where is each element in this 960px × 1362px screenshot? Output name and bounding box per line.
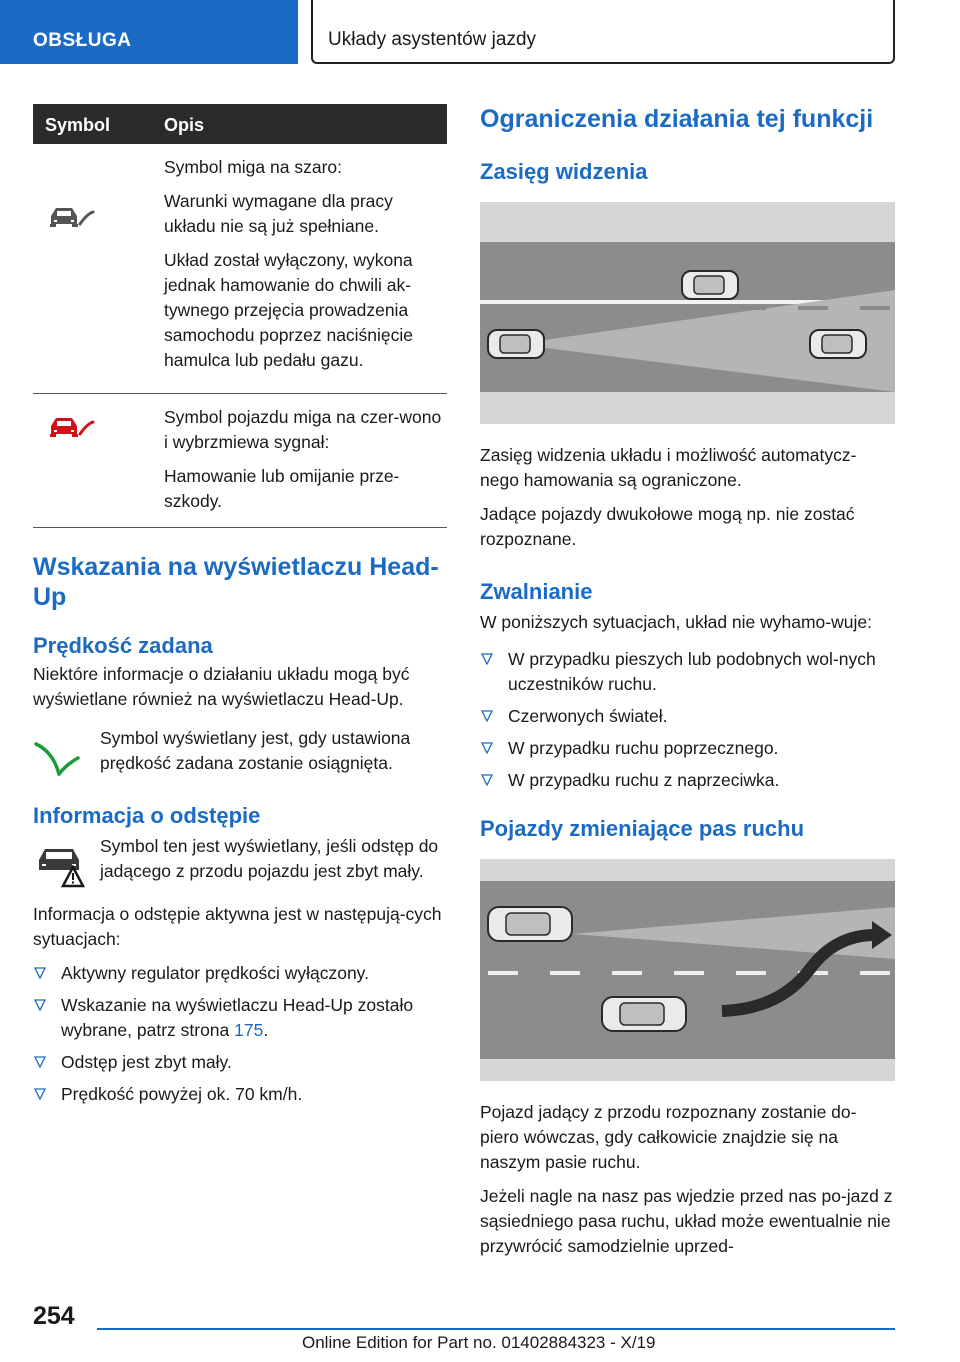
distance-warning-icon xyxy=(33,840,89,888)
distance-title: Informacja o odstępie xyxy=(33,803,261,828)
hud-section-title: Wskazania na wyświetlaczu Head-Up xyxy=(33,553,439,611)
table-row xyxy=(33,394,447,528)
list-item: W przypadku ruchu z naprzeciwka. xyxy=(480,768,895,793)
list-item: Odstęp jest zbyt mały. xyxy=(33,1050,447,1075)
right-column xyxy=(480,104,895,1268)
car-icon xyxy=(488,330,544,358)
speed-icon-text: Symbol wyświetlany jest, gdy ustawiona prędkość zadana zostanie osiągnięta. xyxy=(100,728,411,773)
row-text: Układ został wyłączony, wykona jednak hamowanie do chwili ak-tywnego przejęcia prowadzenia samochodu poprzez naciśnięcie hamulca lub pedału gazu. xyxy=(164,250,414,370)
lane-p2: Jeżeli nagle na nasz pas wjedzie przed nas po-jazd z sąsiedniego pasa ruchu, układ może ewentualnie nie przywrócić samodzielnie uprzed- xyxy=(480,1186,893,1256)
car-icon xyxy=(602,997,686,1031)
left-column xyxy=(33,104,447,1114)
speed-title: Prędkość zadana xyxy=(33,633,213,658)
chapter-title: Układy asystentów jazdy xyxy=(328,29,537,50)
triangle-bullet-icon xyxy=(481,742,493,754)
col-desc-header: Opis xyxy=(164,115,205,135)
list-item: Aktywny regulator prędkości wyłączony. xyxy=(33,961,447,986)
braking-list xyxy=(480,647,895,793)
car-warning-grey-icon xyxy=(47,202,95,230)
page-number: 254 xyxy=(33,1302,75,1330)
footer-edition: Online Edition for Part no. 01402884323 - X/19 xyxy=(302,1333,656,1352)
list-item: Wskazanie na wyświetlaczu Head-Up zostało wybrane, patrz strona 175. xyxy=(33,993,447,1043)
list-item: W przypadku ruchu poprzecznego. xyxy=(480,736,895,761)
section-title: OBSŁUGA xyxy=(33,30,132,51)
car-icon xyxy=(682,271,738,299)
lane-p1: Pojazd jadący z przodu rozpoznany zostanie do-piero wówczas, gdy całkowicie znajdzie się na naszym pasie ruchu. xyxy=(480,1102,857,1172)
page-link[interactable]: 175 xyxy=(234,1020,264,1040)
footer-divider xyxy=(97,1328,895,1330)
row-text: Warunki wymagane dla pracy układu nie są już spełniane. xyxy=(164,191,393,236)
braking-title: Zwalnianie xyxy=(480,579,593,604)
range-p1: Zasięg widzenia układu i możliwość automatycz-nego hamowania są ograniczone. xyxy=(480,445,857,490)
triangle-bullet-icon xyxy=(34,1056,46,1068)
range-title: Zasięg widzenia xyxy=(480,159,648,184)
triangle-bullet-icon xyxy=(34,967,46,979)
triangle-bullet-icon xyxy=(481,710,493,722)
triangle-bullet-icon xyxy=(481,774,493,786)
range-p2: Jadące pojazdy dwukołowe mogą np. nie zostać rozpoznane. xyxy=(480,504,855,549)
chapter-tab xyxy=(311,0,895,64)
speed-intro: Niektóre informacje o działaniu układu mogą być wyświetlane również na wyświetlaczu Head-Up. xyxy=(33,664,410,709)
triangle-bullet-icon xyxy=(481,653,493,665)
set-speed-icon xyxy=(33,730,81,778)
car-warning-red-icon xyxy=(47,412,95,440)
braking-intro: W poniższych sytuacjach, układ nie wyhamo-wuje: xyxy=(480,612,872,632)
list-item: Prędkość powyżej ok. 70 km/h. xyxy=(33,1082,447,1107)
table-header xyxy=(33,104,447,144)
col-symbol-header: Symbol xyxy=(45,115,111,135)
row-text: Symbol miga na szaro: xyxy=(164,157,342,177)
list-item: Czerwonych świateł. xyxy=(480,704,895,729)
distance-icon-text: Symbol ten jest wyświetlany, jeśli odstęp do jadącego z przodu pojazdu jest zbyt mały. xyxy=(100,836,439,881)
speed-icon-item xyxy=(33,726,447,776)
distance-icon-item xyxy=(33,834,447,884)
car-icon xyxy=(488,907,572,941)
lane-change-illustration xyxy=(480,859,895,1081)
table-row xyxy=(33,144,447,394)
row-text: Symbol pojazdu miga na czer-wono i wybrzmiewa sygnał: xyxy=(164,407,442,452)
row-text: Hamowanie lub omijanie prze-szkody. xyxy=(164,466,400,511)
section-tab xyxy=(0,0,298,64)
range-illustration xyxy=(480,202,895,424)
list-item: W przypadku pieszych lub podobnych wol-nych uczestników ruchu. xyxy=(480,647,895,697)
distance-list xyxy=(33,961,447,1107)
triangle-bullet-icon xyxy=(34,1088,46,1100)
triangle-bullet-icon xyxy=(34,999,46,1011)
limits-title: Ograniczenia działania tej funkcji xyxy=(480,105,874,133)
lane-title: Pojazdy zmieniające pas ruchu xyxy=(480,816,805,841)
car-icon xyxy=(810,330,866,358)
distance-intro: Informacja o odstępie aktywna jest w następują-cych sytuacjach: xyxy=(33,904,442,949)
